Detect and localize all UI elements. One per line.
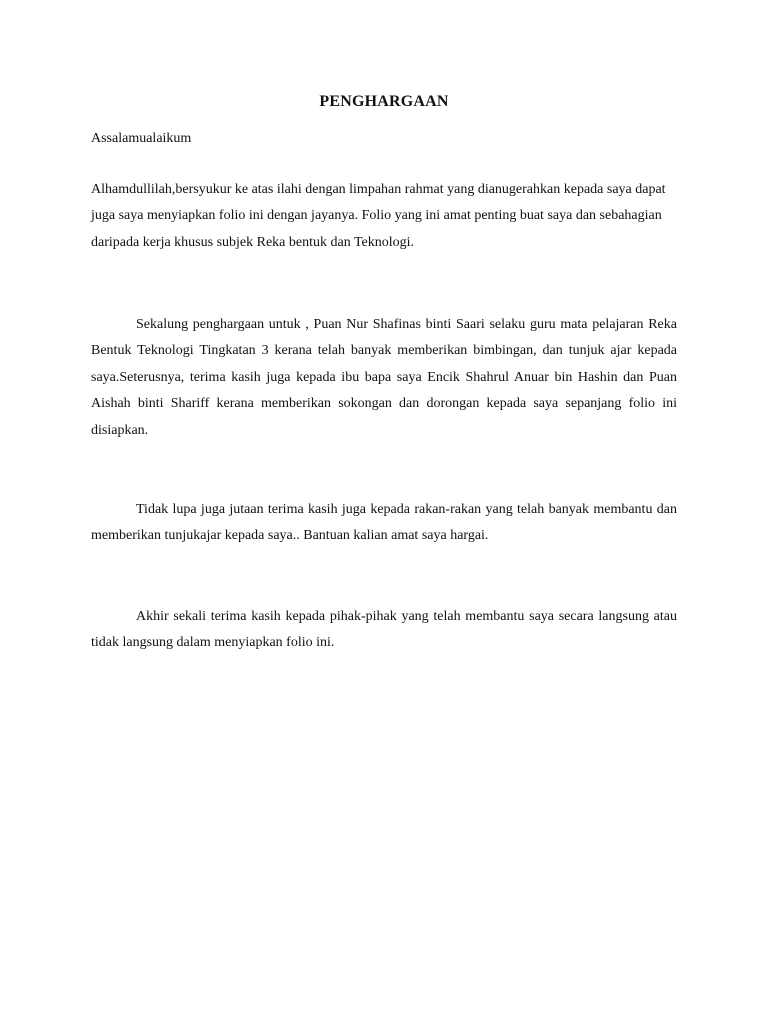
paragraph-closing: Akhir sekali terima kasih kepada pihak-pihak yang telah membantu saya secara langsung atau tidak langsung dalam menyiapkan folio ini. (91, 609, 677, 651)
paragraph-teacher-parents: Sekalung penghargaan untuk , Puan Nur Shafinas binti Saari selaku guru mata pelajaran Reka Bentuk Teknologi Tingkatan 3 kerana telah banyak memberikan bimbingan, dan tunjuk ajar kepada saya.Seterusnya, terima kasih juga kepada ibu bapa saya Encik Shahrul Anuar bin Hashin dan Puan Aishah binti Shariff kerana memberikan sokongan dan dorongan kepada saya sepanjang folio ini disiapkan. (91, 317, 677, 438)
paragraph-friends: Tidak lupa juga jutaan terima kasih juga kepada rakan-rakan yang telah banyak membantu dan memberikan tunjukajar kepada saya.. Bantuan kalian amat saya hargai. (91, 502, 677, 544)
greeting-text: Assalamualaikum (91, 131, 192, 146)
page-title: PENGHARGAAN (319, 93, 449, 110)
paragraph-opening: Alhamdullilah,bersyukur ke atas ilahi dengan limpahan rahmat yang dianugerahkan kepada saya dapat juga saya menyiapkan folio ini dengan jayanya. Folio yang ini amat penting buat saya dan sebahagian daripada kerja khusus subjek Reka bentuk dan Teknologi. (91, 182, 666, 250)
